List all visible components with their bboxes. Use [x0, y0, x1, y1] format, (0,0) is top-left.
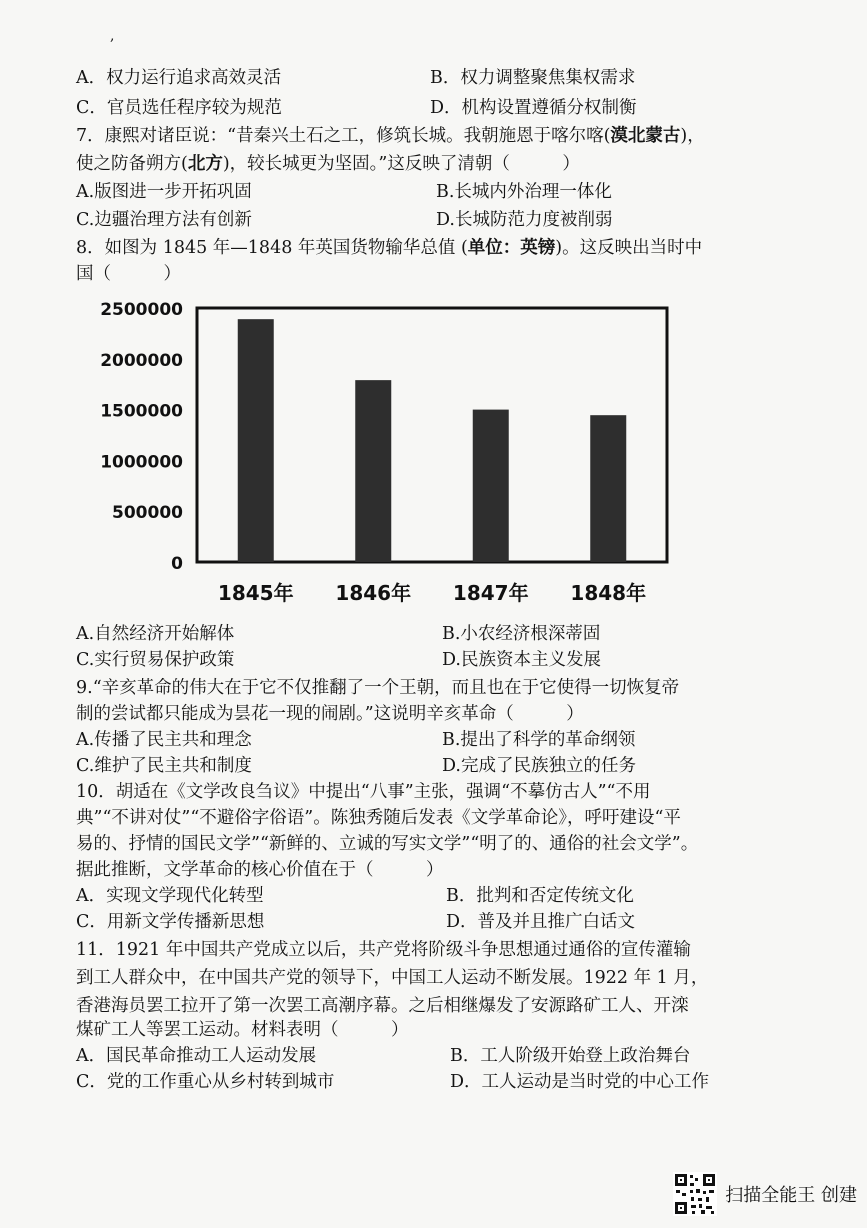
q8-stem-note: 单位：英镑: [467, 238, 556, 258]
y-tick-label: 0: [171, 554, 183, 574]
export-value-bar-chart: [100, 296, 682, 616]
qr-code-icon: [673, 1172, 717, 1216]
q10-option-c: C．用新文学传播新思想: [76, 912, 265, 932]
q9-option-d: D.完成了民族独立的任务: [442, 756, 636, 776]
q7-stem-line-1: [76, 124, 705, 148]
x-tick-label: 1846年: [335, 581, 412, 605]
q11-option-d: D．工人运动是当时党的中心工作: [450, 1072, 710, 1092]
watermark-text: 扫描全能王 创建: [725, 1185, 857, 1206]
y-tick-label: 1500000: [100, 401, 183, 422]
q10-stem-line-2: 典”“不讲对仗”“不避俗字俗语”。陈独秀随后发表《文学革命论》，呼吁建设“平: [76, 808, 681, 828]
q7-stem-note: 漠北蒙古: [610, 126, 681, 146]
q6-option-a: A．权力运行追求高效灵活: [76, 68, 282, 88]
q11-option-a: A．国民革命推动工人运动发展: [76, 1046, 317, 1066]
q7-option-d: D.长城防范力度被削弱: [436, 210, 613, 230]
q8-stem-text: 8．如图为 1845 年—1848 年英国货物输华总值 (: [76, 238, 468, 258]
q6-option-b: B．权力调整聚焦集权需求: [430, 68, 636, 88]
bar: [238, 319, 274, 562]
q7-stem-text: 使之防备朔方(: [76, 154, 188, 174]
q9-option-c: C.维护了民主共和制度: [76, 756, 252, 776]
q10-option-d: D．普及并且推广白话文: [446, 912, 636, 932]
q10-option-b: B．批判和否定传统文化: [446, 886, 634, 906]
q11-option-b: B．工人阶级开始登上政治舞台: [450, 1046, 691, 1066]
y-tick-label: 500000: [112, 503, 183, 524]
x-tick-label: 1847年: [452, 581, 529, 605]
q8-stem-text: )。这反映出当时中: [555, 238, 703, 258]
x-tick-label: 1848年: [570, 581, 647, 605]
q7-stem-text: )，: [680, 126, 705, 146]
q9-option-a: A.传播了民主共和理念: [76, 730, 252, 750]
q7-option-a: A.版图进一步开拓巩固: [76, 182, 252, 202]
q9-option-b: B.提出了科学的革命纲领: [442, 730, 636, 750]
q8-option-c: C.实行贸易保护政策: [76, 650, 235, 670]
q11-stem-line-3: 香港海员罢工拉开了第一次罢工高潮序幕。之后相继爆发了安源路矿工人、开滦: [76, 996, 689, 1016]
q7-stem-note: 北方: [187, 154, 223, 174]
q6-option-c: C．官员选任程序较为规范: [76, 98, 282, 118]
q6-option-d: D．机构设置遵循分权制衡: [430, 98, 637, 118]
y-tick-label: 1000000: [100, 452, 183, 473]
q7-stem-text: )，较长城更为坚固。”这反映了清朝（ ）: [222, 154, 580, 174]
q7-stem-text: 7．康熙对诸臣说：“昔秦兴土石之工，修筑长城。我朝施恩于喀尔喀(: [76, 126, 611, 146]
bar: [473, 410, 509, 562]
q8-option-b: B.小农经济根深蒂固: [442, 624, 601, 644]
q11-option-c: C．党的工作重心从乡村转到城市: [76, 1072, 335, 1092]
y-tick-label: 2000000: [100, 350, 183, 371]
q7-option-b: B.长城内外治理一体化: [436, 182, 612, 202]
bar: [355, 380, 391, 562]
q10-stem-line-4: 据此推断，文学革命的核心价值在于（ ）: [76, 860, 444, 880]
q11-stem-line-2: 到工人群众中，在中国共产党的领导下，中国工人运动不断发展。1922 年 1 月，: [76, 968, 709, 988]
q7-option-c: C.边疆治理方法有创新: [76, 210, 252, 230]
q10-option-a: A．实现文学现代化转型: [76, 886, 264, 906]
q10-stem-line-1: 10．胡适在《文学改良刍议》中提出“八事”主张，强调“不摹仿古人”“不用: [76, 782, 651, 802]
bar: [590, 415, 626, 562]
q8-stem-line-1: [76, 236, 702, 260]
q7-stem-line-2: [76, 152, 580, 176]
scan-speck: ,: [110, 28, 115, 44]
y-tick-label: 2500000: [100, 300, 183, 320]
q9-stem-line-2: 制的尝试都只能成为昙花一现的闹剧。”这说明辛亥革命（ ）: [76, 704, 584, 724]
q8-option-a: A.自然经济开始解体: [76, 624, 235, 644]
q9-stem-line-1: 9.“辛亥革命的伟大在于它不仅推翻了一个王朝，而且也在于它使得一切恢复帝: [76, 678, 680, 698]
scanner-watermark: [673, 1172, 857, 1216]
q11-stem-line-4: 煤矿工人等罢工运动。材料表明（ ）: [76, 1020, 409, 1040]
chart-canvas: [100, 296, 682, 616]
q10-stem-line-3: 易的、抒情的国民文学”“新鲜的、立诚的写实文学”“明了的、通俗的社会文学”。: [76, 834, 699, 854]
q8-option-d: D.民族资本主义发展: [442, 650, 601, 670]
q11-stem-line-1: 11．1921 年中国共产党成立以后，共产党将阶级斗争思想通过通俗的宣传灌输: [76, 940, 691, 960]
q8-stem-line-2: 国（ ）: [76, 264, 181, 284]
x-tick-label: 1845年: [217, 581, 294, 605]
